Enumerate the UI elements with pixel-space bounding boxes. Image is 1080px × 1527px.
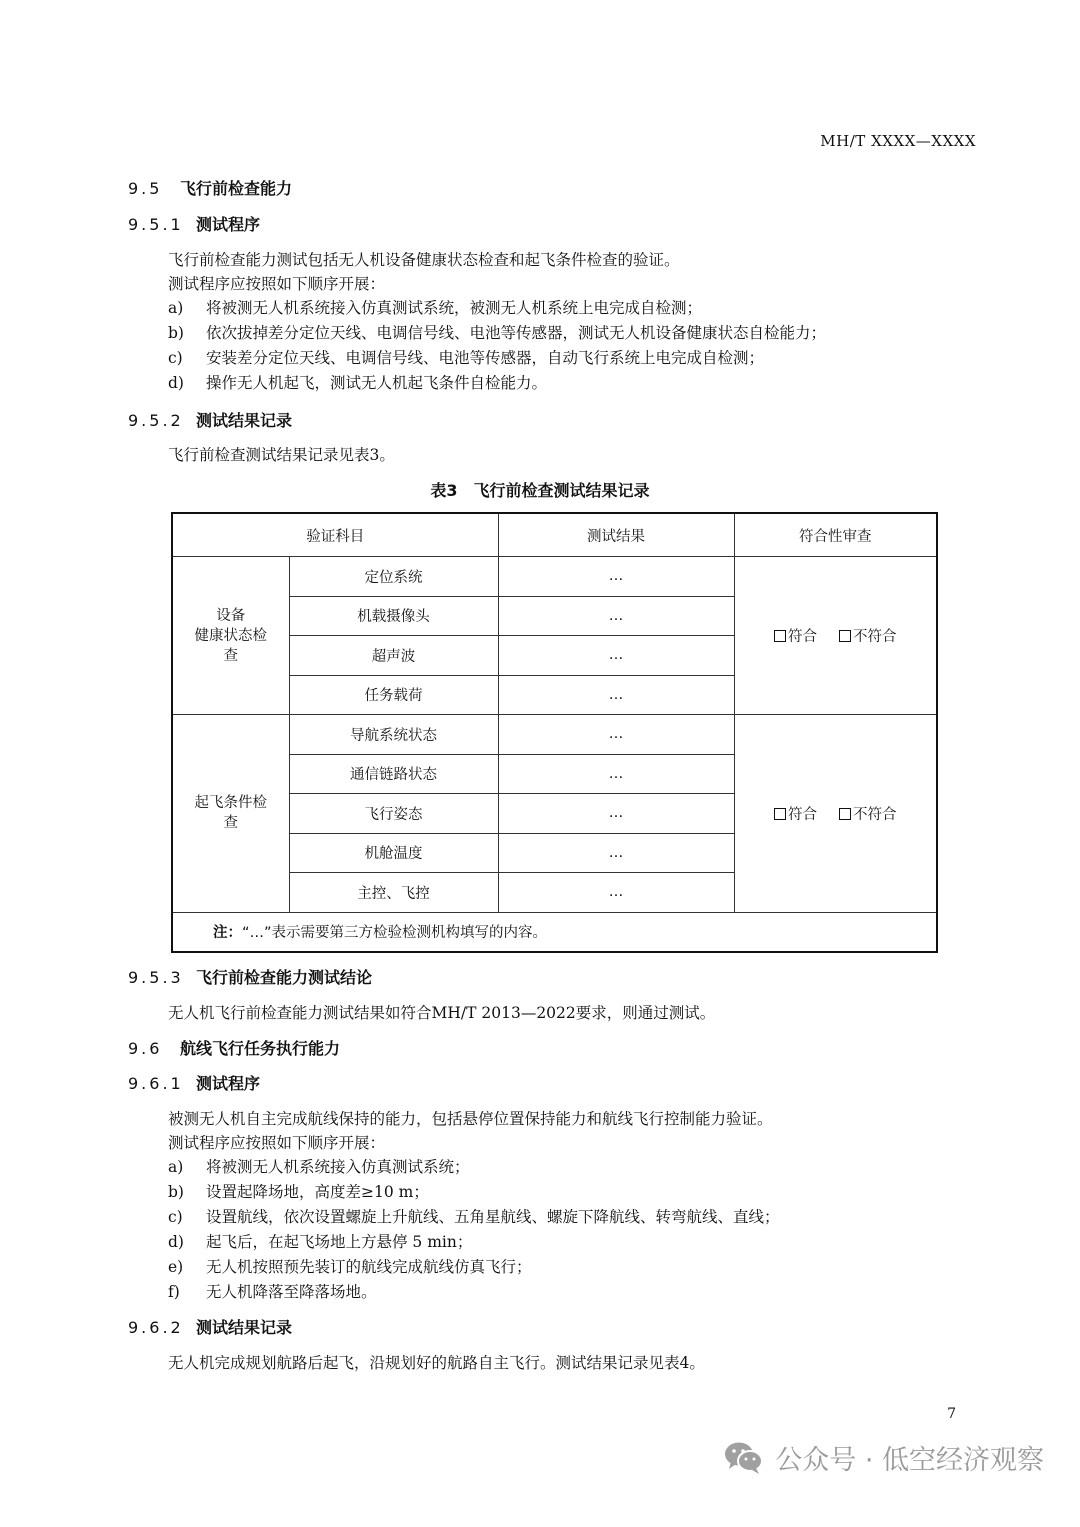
list-label: c): [168, 349, 183, 367]
group-cell: 起飞条件检 查: [172, 715, 289, 913]
table-row: [172, 557, 937, 597]
item-cell: 机舱温度: [289, 833, 498, 873]
paragraph: 无人机飞行前检查能力测试结果如符合MH/T 2013—2022要求，则通过测试。: [168, 1004, 716, 1022]
list-item: [168, 296, 702, 318]
section-9-5-1-heading: [128, 212, 260, 235]
list-text: 无人机降落至降落场地。: [206, 1283, 377, 1301]
list-text: 安装差分定位天线、电调信号线、电池等传感器，自动飞行系统上电完成自检测；: [206, 349, 765, 367]
list-label: a): [168, 299, 184, 317]
list-text: 操作无人机起飞，测试无人机起飞条件自检能力。: [206, 374, 548, 392]
section-number: 9.5.3: [128, 968, 184, 987]
checkbox-icon[interactable]: [839, 630, 851, 642]
list-item: [168, 1230, 472, 1252]
section-9-5-heading: [128, 176, 292, 199]
result-cell: …: [498, 596, 734, 636]
paragraph: 测试程序应按照如下顺序开展：: [168, 1134, 386, 1152]
section-title: 测试程序: [196, 1074, 261, 1093]
section-number: 9.6.2: [128, 1318, 184, 1337]
conformity-cell: [734, 715, 937, 913]
conform-label: 符合: [788, 629, 817, 645]
list-text: 设置起降场地，高度差≥10 m；: [206, 1183, 429, 1201]
list-label: c): [168, 1208, 183, 1226]
item-cell: 主控、飞控: [289, 873, 498, 913]
paragraph: 飞行前检查能力测试包括无人机设备健康状态检查和起飞条件检查的验证。: [168, 251, 680, 269]
group-cell: 设备 健康状态检 查: [172, 557, 289, 715]
header-cell: 符合性审查: [734, 513, 937, 557]
result-cell: …: [498, 557, 734, 597]
section-9-6-2-heading: [128, 1315, 292, 1338]
section-title: 测试程序: [196, 215, 261, 234]
list-text: 起飞后，在起飞场地上方悬停 5 min；: [206, 1233, 473, 1251]
result-cell: …: [498, 675, 734, 715]
result-cell: …: [498, 715, 734, 755]
item-cell: 飞行姿态: [289, 794, 498, 834]
nonconform-label: 不符合: [853, 629, 897, 645]
document-code: MH/T XXXX—XXXX: [820, 132, 976, 150]
item-cell: 任务载荷: [289, 675, 498, 715]
wechat-icon: [723, 1440, 765, 1476]
section-9-5-3-heading: [128, 965, 372, 988]
list-label: b): [168, 324, 184, 342]
note-text: “…”表示需要第三方检验检测机构填写的内容。: [242, 925, 548, 941]
checkbox-icon[interactable]: [774, 630, 786, 642]
list-label: e): [168, 1258, 184, 1276]
paragraph: 飞行前检查测试结果记录见表3。: [168, 446, 395, 464]
note-label: 注：: [213, 925, 242, 941]
list-item: [168, 1255, 532, 1277]
item-cell: 机载摄像头: [289, 596, 498, 636]
item-cell: 超声波: [289, 636, 498, 676]
list-item: [168, 1180, 429, 1202]
section-title: 航线飞行任务执行能力: [180, 1039, 341, 1058]
list-text: 将被测无人机系统接入仿真测试系统，被测无人机系统上电完成自检测；: [206, 299, 703, 317]
list-label: d): [168, 1233, 184, 1251]
table-row: [172, 715, 937, 755]
paragraph: 测试程序应按照如下顺序开展：: [168, 275, 386, 293]
item-cell: 通信链路状态: [289, 754, 498, 794]
header-cell: 测试结果: [498, 513, 734, 557]
checkbox-icon[interactable]: [839, 808, 851, 820]
section-title: 飞行前检查能力测试结论: [196, 968, 373, 987]
section-9-6-1-heading: [128, 1071, 260, 1094]
list-item: [168, 1205, 780, 1227]
result-cell: …: [498, 794, 734, 834]
list-label: b): [168, 1183, 184, 1201]
table-header-row: [172, 513, 937, 557]
page-number: 7: [947, 1406, 956, 1422]
result-cell: …: [498, 754, 734, 794]
section-title: 飞行前检查能力: [180, 179, 293, 198]
table-caption: 表3 飞行前检查测试结果记录: [430, 481, 650, 500]
section-9-5-2-heading: [128, 408, 292, 431]
paragraph: 被测无人机自主完成航线保持的能力，包括悬停位置保持能力和航线飞行控制能力验证。: [168, 1110, 773, 1128]
result-cell: …: [498, 636, 734, 676]
list-label: a): [168, 1158, 184, 1176]
list-text: 无人机按照预先装订的航线完成航线仿真飞行；: [206, 1258, 532, 1276]
list-label: f): [168, 1283, 180, 1301]
list-item: [168, 371, 547, 393]
conform-label: 符合: [788, 806, 817, 823]
item-cell: 定位系统: [289, 557, 498, 597]
result-cell: …: [498, 833, 734, 873]
section-number: 9.5: [128, 179, 163, 198]
header-cell: 验证科目: [172, 513, 498, 557]
table-note: [172, 912, 937, 952]
nonconform-label: 不符合: [853, 806, 897, 823]
results-table: [171, 512, 938, 953]
section-title: 测试结果记录: [196, 411, 293, 430]
watermark: [723, 1438, 1044, 1477]
section-number: 9.6.1: [128, 1074, 184, 1093]
item-cell: 导航系统状态: [289, 715, 498, 755]
list-text: 依次拔掉差分定位天线、电调信号线、电池等传感器，测试无人机设备健康状态自检能力；: [206, 324, 827, 342]
conformity-cell: [734, 557, 937, 715]
list-text: 将被测无人机系统接入仿真测试系统；: [206, 1158, 470, 1176]
list-item: [168, 1280, 377, 1302]
list-item: [168, 1155, 470, 1177]
list-item: [168, 346, 764, 368]
paragraph: 无人机完成规划航路后起飞，沿规划好的航路自主飞行。测试结果记录见表4。: [168, 1354, 705, 1372]
list-item: [168, 321, 826, 343]
watermark-text: 公众号 · 低空经济观察: [775, 1445, 1044, 1476]
section-9-6-heading: [128, 1036, 340, 1059]
list-label: d): [168, 374, 184, 392]
section-number: 9.5.2: [128, 411, 184, 430]
section-number: 9.5.1: [128, 215, 184, 234]
section-number: 9.6: [128, 1039, 163, 1058]
section-title: 测试结果记录: [196, 1318, 293, 1337]
result-cell: …: [498, 873, 734, 913]
list-text: 设置航线，依次设置螺旋上升航线、五角星航线、螺旋下降航线、转弯航线、直线；: [206, 1208, 780, 1226]
checkbox-icon[interactable]: [774, 808, 786, 820]
table-note-row: [172, 912, 937, 952]
